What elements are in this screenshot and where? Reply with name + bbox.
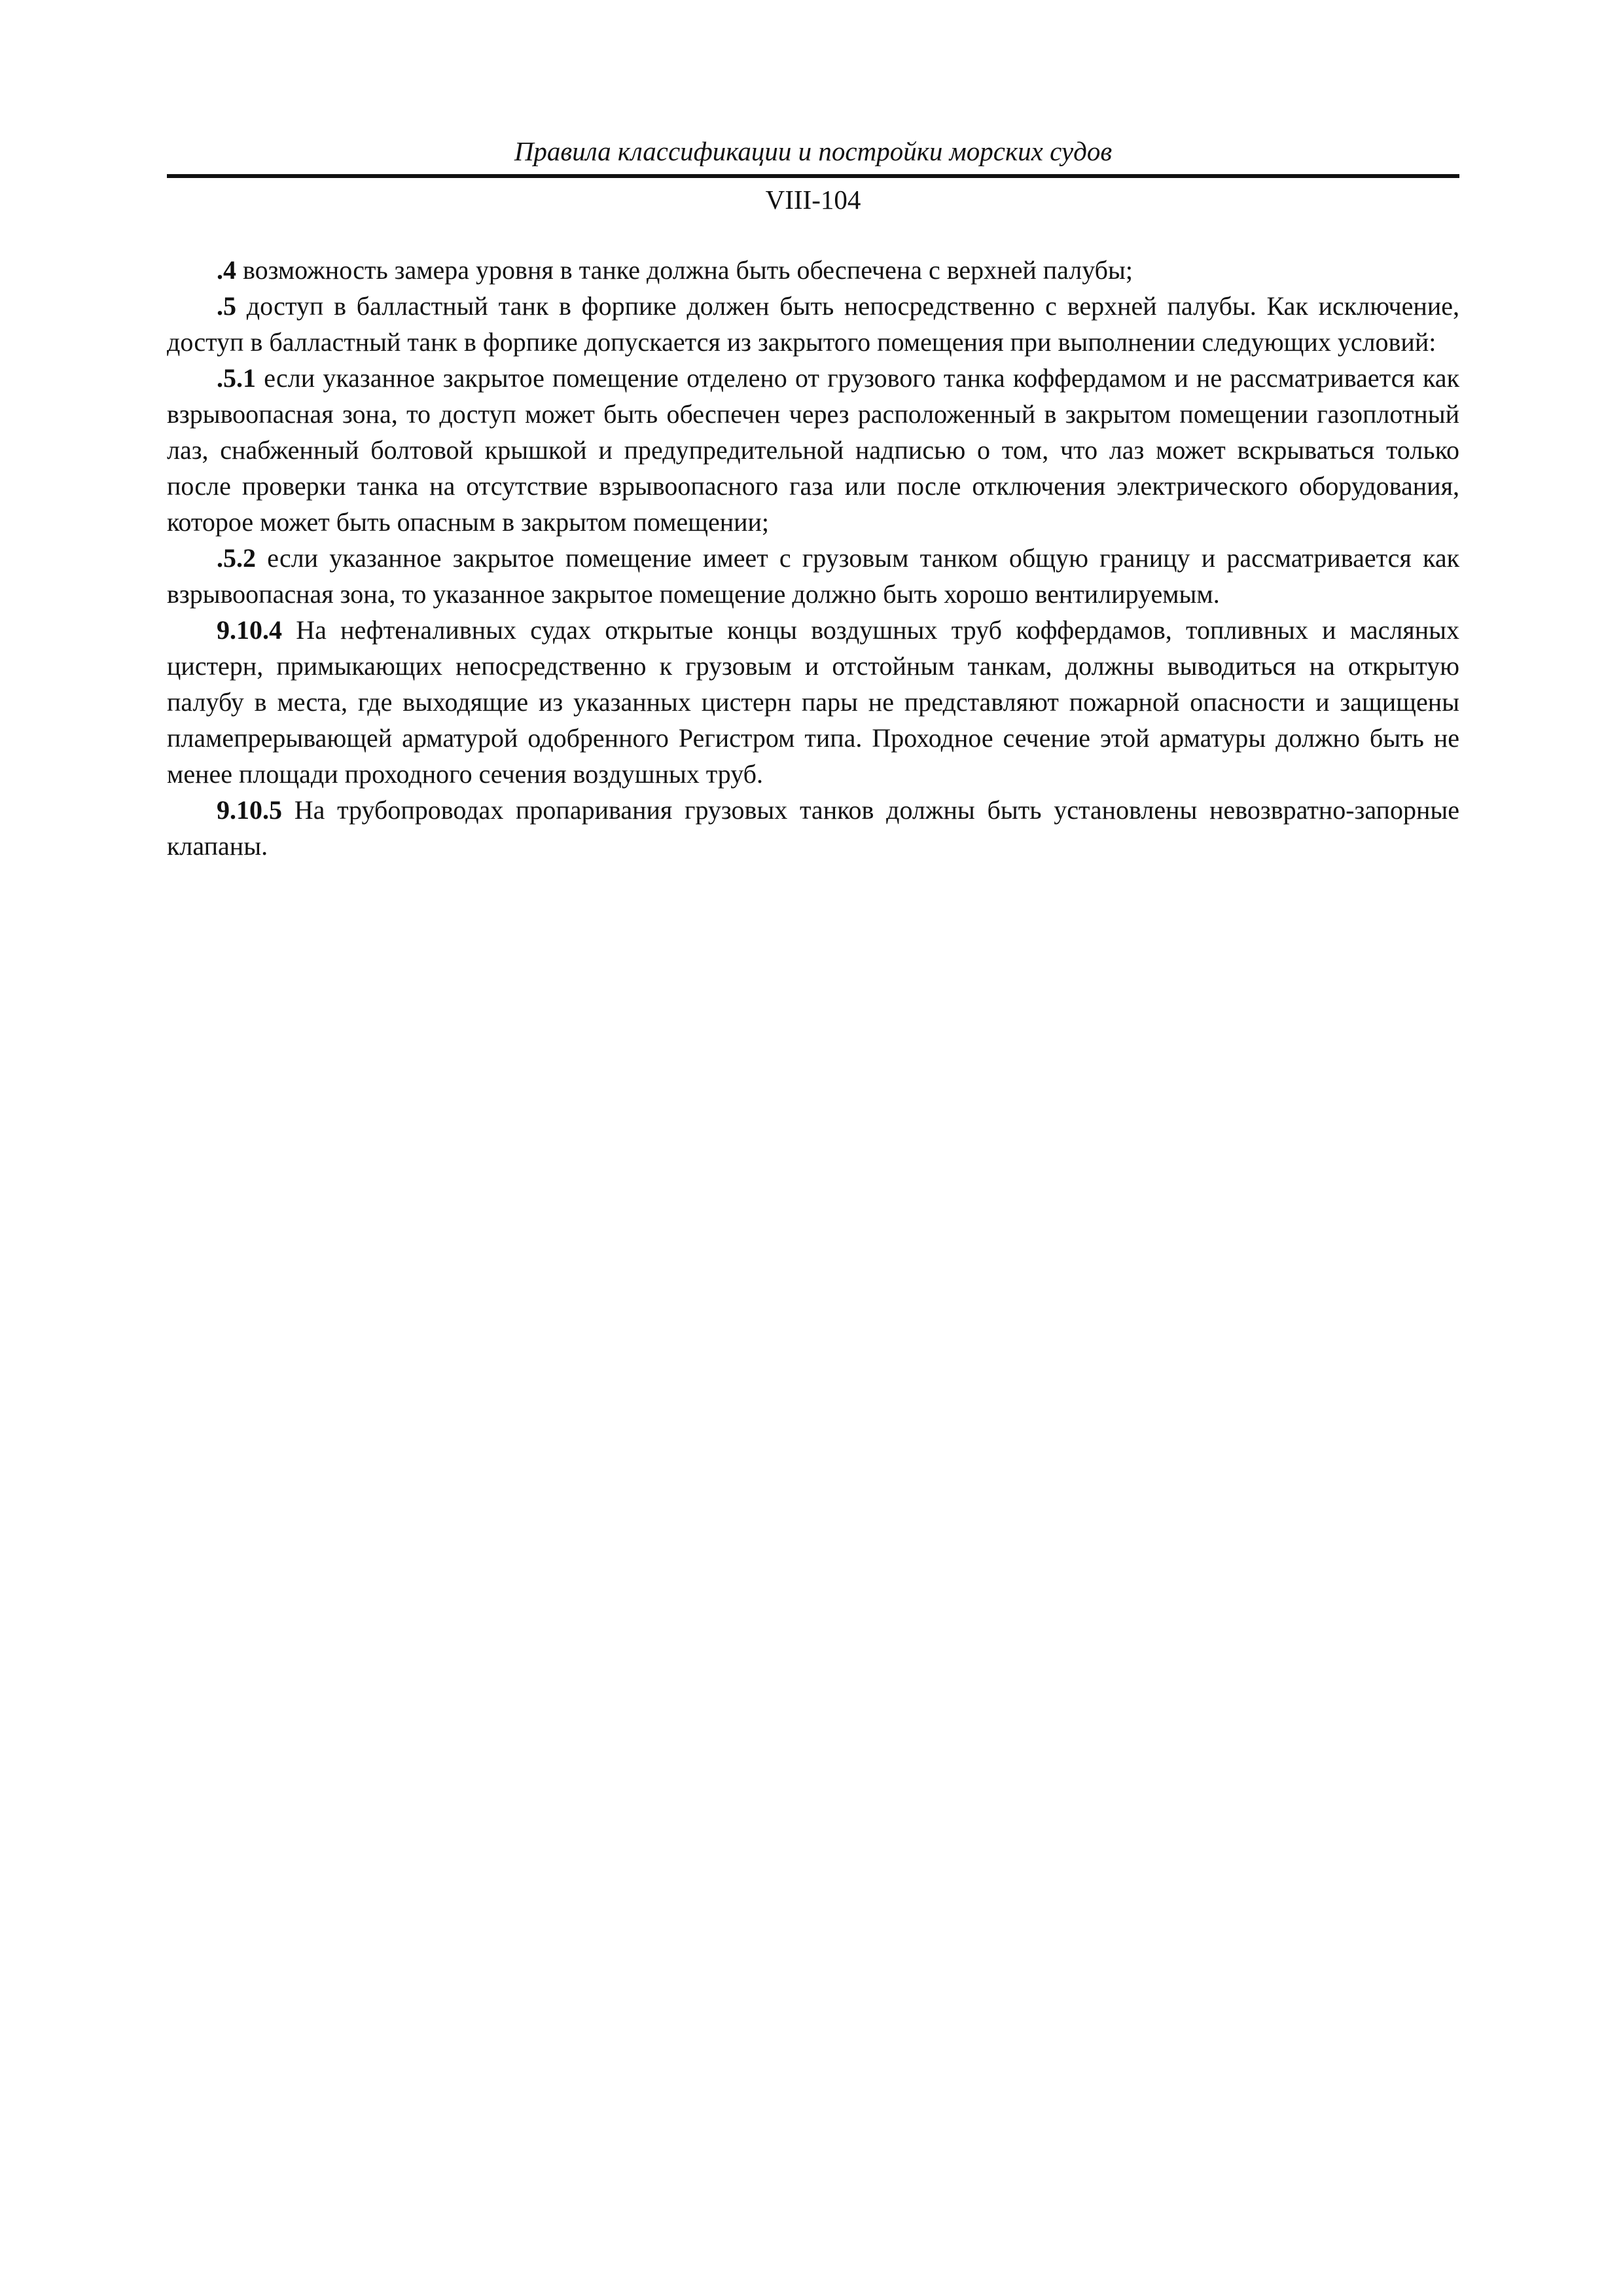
paragraph-number: .5 bbox=[217, 291, 236, 321]
paragraph-text: возможность замера уровня в танке должна быть обеспечена с верхней палубы; bbox=[236, 255, 1133, 285]
paragraph-9-10-5 bbox=[167, 792, 1459, 864]
paragraph-text: если указанное закрытое помещение отделено от грузового танка коффердамом и не рассматривается как взрывоопасная зона, то доступ может быть обеспечен через расположенный в закрытом помещении газоплотный лаз, снабженный болтовой крышкой и предупредительной надписью о том, что лаз может вскрываться только после проверки танка на отсутствие взрывоопасного газа или после отключения электрического оборудования, которое может быть опасным в закрытом помещении; bbox=[167, 363, 1459, 537]
paragraph-text: если указанное закрытое помещение имеет с грузовым танком общую границу и рассматривается как взрывоопасная зона, то указанное закрытое помещение должно быть хорошо вентилируемым. bbox=[167, 543, 1459, 609]
header-rule bbox=[167, 174, 1459, 178]
paragraph-5 bbox=[167, 288, 1459, 360]
paragraph-5-1 bbox=[167, 360, 1459, 540]
paragraph-9-10-4 bbox=[167, 612, 1459, 792]
paragraph-number: .5.1 bbox=[217, 363, 256, 393]
paragraph-number: 9.10.4 bbox=[217, 615, 282, 645]
running-header: Правила классификации и постройки морских судов bbox=[514, 136, 1113, 166]
paragraph-4 bbox=[167, 252, 1459, 288]
paragraph-number: 9.10.5 bbox=[217, 795, 282, 825]
paragraph-text: На трубопроводах пропаривания грузовых танков должны быть установлены невозвратно-запорные клапаны. bbox=[167, 795, 1459, 861]
page-number: VIII-104 bbox=[765, 185, 861, 215]
paragraph-number: .5.2 bbox=[217, 543, 256, 573]
paragraph-number: .4 bbox=[217, 255, 236, 285]
paragraph-text: доступ в балластный танк в форпике должен быть непосредственно с верхней палубы. Как исключение, доступ в балластный танк в форпике допускается из закрытого помещения при выполнении следующих условий: bbox=[167, 291, 1459, 357]
paragraph-text: На нефтеналивных судах открытые концы воздушных труб коффердамов, топливных и масляных цистерн, примыкающих непосредственно к грузовым и отстойным танкам, должны выводиться на открытую палубу в места, где выходящие из указанных цистерн пары не представляют пожарной опасности и защищены пламепрерывающей арматурой одобренного Регистром типа. Проходное сечение этой арматуры должно быть не менее площади проходного сечения воздушных труб. bbox=[167, 615, 1459, 789]
body-text bbox=[167, 252, 1459, 864]
paragraph-5-2 bbox=[167, 540, 1459, 612]
